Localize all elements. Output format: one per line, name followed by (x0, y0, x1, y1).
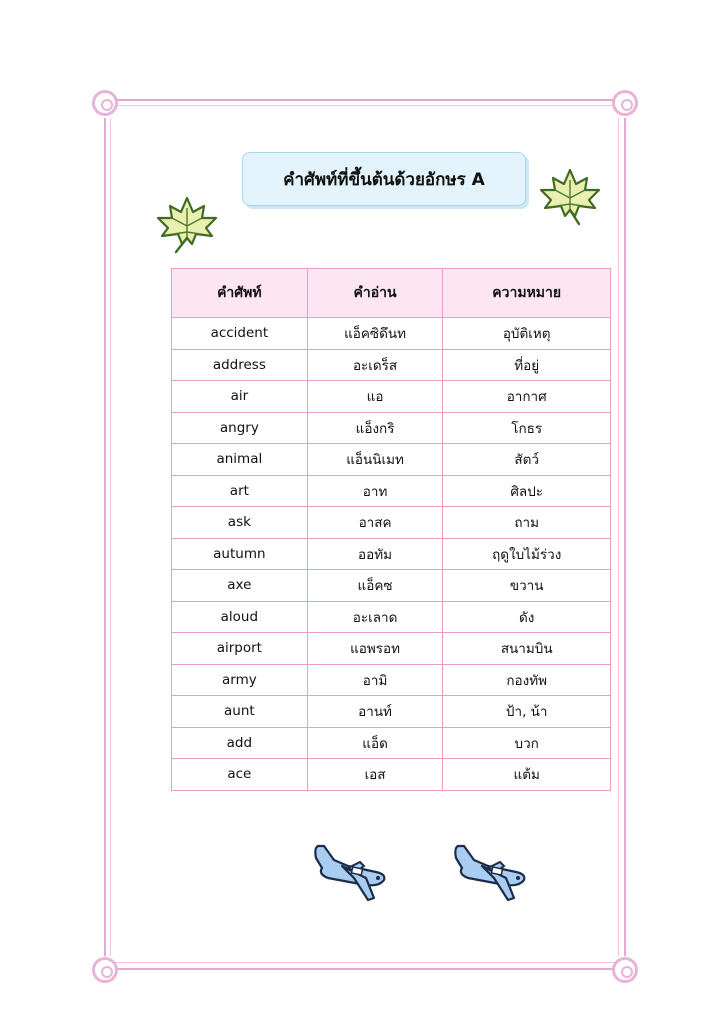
table-header-row (172, 269, 611, 318)
frame-corner-top-left (92, 90, 118, 116)
maple-leaf-icon (152, 194, 222, 256)
pronunciation-cell: เอส (307, 759, 443, 791)
meaning-cell: ฤดูใบไม้ร่วง (443, 538, 611, 570)
meaning-cell: แต้ม (443, 759, 611, 791)
table-row (172, 570, 611, 602)
meaning-cell: ศิลปะ (443, 475, 611, 507)
table-row (172, 538, 611, 570)
frame-corner-bottom-right (612, 957, 638, 983)
meaning-cell: ขวาน (443, 570, 611, 602)
word-cell: address (172, 349, 308, 381)
page-title: คำศัพท์ที่ขึ้นต้นด้วยอักษร A (242, 152, 526, 206)
pronunciation-cell: แอ (307, 381, 443, 413)
table-row (172, 633, 611, 665)
word-cell: army (172, 664, 308, 696)
pronunciation-cell: แอ็นนิเมท (307, 444, 443, 476)
pronunciation-cell: อะเดร็ส (307, 349, 443, 381)
table-row (172, 318, 611, 350)
word-cell: autumn (172, 538, 308, 570)
meaning-cell: ป้า, น้า (443, 696, 611, 728)
meaning-cell: อากาศ (443, 381, 611, 413)
meaning-cell: สนามบิน (443, 633, 611, 665)
table-row (172, 664, 611, 696)
pronunciation-cell: แอ็งกริ (307, 412, 443, 444)
pronunciation-cell: อะเลาด (307, 601, 443, 633)
meaning-cell: ที่อยู่ (443, 349, 611, 381)
pronunciation-cell: ออทัม (307, 538, 443, 570)
meaning-cell: ดัง (443, 601, 611, 633)
table-row (172, 727, 611, 759)
word-cell: animal (172, 444, 308, 476)
pronunciation-cell: อาท (307, 475, 443, 507)
word-cell: accident (172, 318, 308, 350)
table-row (172, 349, 611, 381)
word-cell: ask (172, 507, 308, 539)
table-row (172, 381, 611, 413)
pronunciation-cell: อานท์ (307, 696, 443, 728)
table-row (172, 444, 611, 476)
pronunciation-cell: แอ็ด (307, 727, 443, 759)
frame-corner-top-right (612, 90, 638, 116)
meaning-cell: บวก (443, 727, 611, 759)
meaning-cell: โกธร (443, 412, 611, 444)
table-row (172, 759, 611, 791)
pronunciation-cell: แอ็คซ (307, 570, 443, 602)
meaning-cell: สัตว์ (443, 444, 611, 476)
table-row (172, 601, 611, 633)
airplane-icon (448, 838, 530, 908)
pronunciation-cell: แอ็คซิดึนท (307, 318, 443, 350)
pronunciation-cell: แอพรอท (307, 633, 443, 665)
header-pronunciation: คำอ่าน (307, 269, 443, 318)
table-row (172, 412, 611, 444)
word-cell: aunt (172, 696, 308, 728)
word-cell: ace (172, 759, 308, 791)
frame-corner-bottom-left (92, 957, 118, 983)
table-row (172, 696, 611, 728)
table-row (172, 507, 611, 539)
word-cell: airport (172, 633, 308, 665)
maple-leaf-icon (535, 166, 605, 228)
word-cell: add (172, 727, 308, 759)
airplane-icon (308, 838, 390, 908)
header-word: คำศัพท์ (172, 269, 308, 318)
word-cell: aloud (172, 601, 308, 633)
table-row (172, 475, 611, 507)
meaning-cell: อุบัติเหตุ (443, 318, 611, 350)
header-meaning: ความหมาย (443, 269, 611, 318)
word-cell: axe (172, 570, 308, 602)
meaning-cell: ถาม (443, 507, 611, 539)
meaning-cell: กองทัพ (443, 664, 611, 696)
word-cell: angry (172, 412, 308, 444)
vocabulary-table (171, 268, 611, 791)
word-cell: air (172, 381, 308, 413)
pronunciation-cell: อาสค (307, 507, 443, 539)
word-cell: art (172, 475, 308, 507)
pronunciation-cell: อามิ (307, 664, 443, 696)
